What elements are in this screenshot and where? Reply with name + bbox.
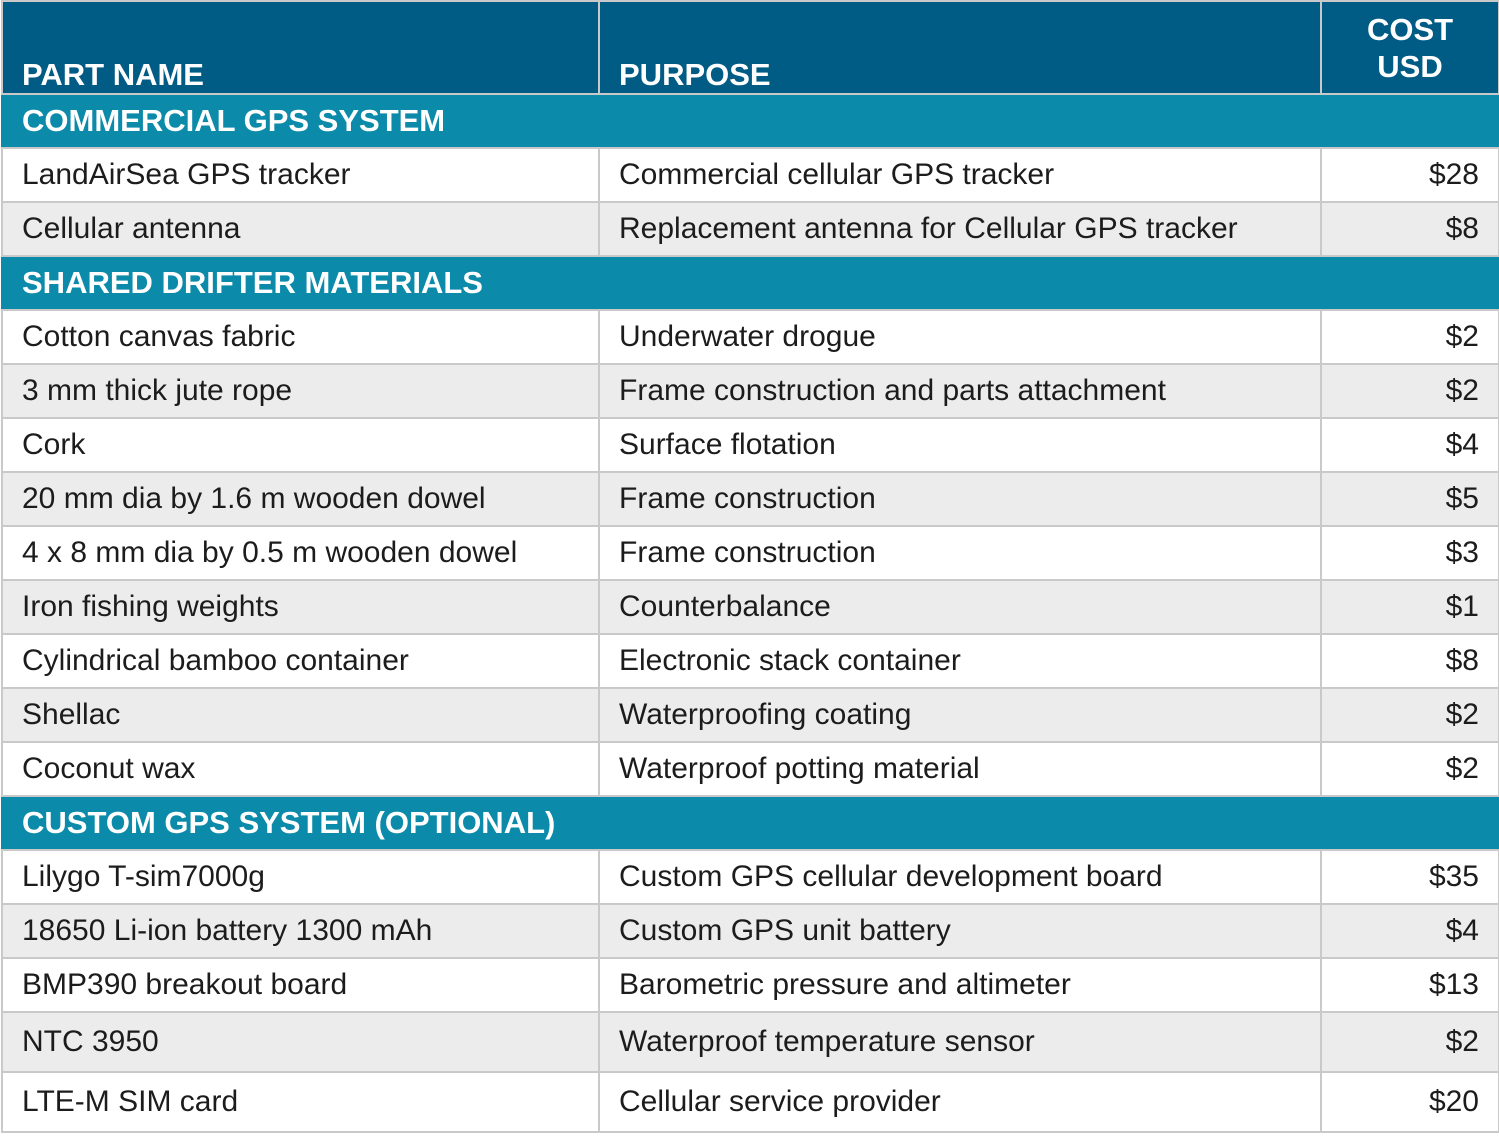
cost-header-line1: COST — [1366, 12, 1454, 47]
cost-cell: $4 — [1321, 904, 1499, 958]
column-header-purpose: PURPOSE — [599, 1, 1321, 94]
purpose-cell: Replacement antenna for Cellular GPS tracker — [599, 202, 1321, 256]
section-title: COMMERCIAL GPS SYSTEM — [2, 94, 1499, 148]
part-name-cell: 4 x 8 mm dia by 0.5 m wooden dowel — [2, 526, 599, 580]
purpose-cell: Waterproofing coating — [599, 688, 1321, 742]
table-row — [2, 202, 1499, 256]
header-row — [2, 1, 1499, 94]
part-name-cell: Coconut wax — [2, 742, 599, 796]
part-name-cell: NTC 3950 — [2, 1012, 599, 1072]
table-row — [2, 904, 1499, 958]
table-header — [2, 1, 1499, 94]
part-name-cell: Lilygo T-sim7000g — [2, 850, 599, 904]
section-row — [2, 796, 1499, 850]
table-row — [2, 1072, 1499, 1132]
section-row — [2, 94, 1499, 148]
table-row — [2, 634, 1499, 688]
purpose-cell: Waterproof potting material — [599, 742, 1321, 796]
cost-cell: $2 — [1321, 688, 1499, 742]
purpose-cell: Electronic stack container — [599, 634, 1321, 688]
cost-cell: $3 — [1321, 526, 1499, 580]
table-body — [2, 94, 1499, 1132]
cost-cell: $2 — [1321, 364, 1499, 418]
cost-header-line2: USD — [1377, 49, 1443, 84]
purpose-cell: Custom GPS cellular development board — [599, 850, 1321, 904]
cost-cell: $2 — [1321, 310, 1499, 364]
part-name-cell: Shellac — [2, 688, 599, 742]
purpose-cell: Surface flotation — [599, 418, 1321, 472]
cost-cell: $20 — [1321, 1072, 1499, 1132]
cost-cell: $13 — [1321, 958, 1499, 1012]
cost-cell: $8 — [1321, 634, 1499, 688]
purpose-cell: Underwater drogue — [599, 310, 1321, 364]
table-row — [2, 742, 1499, 796]
part-name-cell: Iron fishing weights — [2, 580, 599, 634]
column-header-cost — [1321, 1, 1499, 94]
table-row — [2, 580, 1499, 634]
table-row — [2, 1012, 1499, 1072]
section-row — [2, 256, 1499, 310]
purpose-cell: Frame construction — [599, 472, 1321, 526]
purpose-cell: Commercial cellular GPS tracker — [599, 148, 1321, 202]
purpose-cell: Cellular service provider — [599, 1072, 1321, 1132]
part-name-cell: BMP390 breakout board — [2, 958, 599, 1012]
table-row — [2, 850, 1499, 904]
table-row — [2, 364, 1499, 418]
cost-cell: $8 — [1321, 202, 1499, 256]
part-name-cell: Cellular antenna — [2, 202, 599, 256]
part-name-cell: 20 mm dia by 1.6 m wooden dowel — [2, 472, 599, 526]
section-title: SHARED DRIFTER MATERIALS — [2, 256, 1499, 310]
table-row — [2, 526, 1499, 580]
cost-cell: $2 — [1321, 1012, 1499, 1072]
table-row — [2, 688, 1499, 742]
purpose-cell: Barometric pressure and altimeter — [599, 958, 1321, 1012]
part-name-cell: LTE-M SIM card — [2, 1072, 599, 1132]
parts-cost-table — [1, 0, 1499, 1133]
cost-cell: $2 — [1321, 742, 1499, 796]
part-name-cell: 18650 Li-ion battery 1300 mAh — [2, 904, 599, 958]
table-row — [2, 472, 1499, 526]
column-header-part-name: PART NAME — [2, 1, 599, 94]
cost-cell: $35 — [1321, 850, 1499, 904]
part-name-cell: Cylindrical bamboo container — [2, 634, 599, 688]
table-row — [2, 418, 1499, 472]
table-row — [2, 958, 1499, 1012]
purpose-cell: Custom GPS unit battery — [599, 904, 1321, 958]
cost-cell: $1 — [1321, 580, 1499, 634]
cost-cell: $5 — [1321, 472, 1499, 526]
cost-cell: $4 — [1321, 418, 1499, 472]
part-name-cell: 3 mm thick jute rope — [2, 364, 599, 418]
section-title: CUSTOM GPS SYSTEM (OPTIONAL) — [2, 796, 1499, 850]
table-row — [2, 310, 1499, 364]
purpose-cell: Counterbalance — [599, 580, 1321, 634]
cost-cell: $28 — [1321, 148, 1499, 202]
table-row — [2, 148, 1499, 202]
purpose-cell: Frame construction and parts attachment — [599, 364, 1321, 418]
part-name-cell: Cork — [2, 418, 599, 472]
part-name-cell: Cotton canvas fabric — [2, 310, 599, 364]
purpose-cell: Frame construction — [599, 526, 1321, 580]
purpose-cell: Waterproof temperature sensor — [599, 1012, 1321, 1072]
part-name-cell: LandAirSea GPS tracker — [2, 148, 599, 202]
